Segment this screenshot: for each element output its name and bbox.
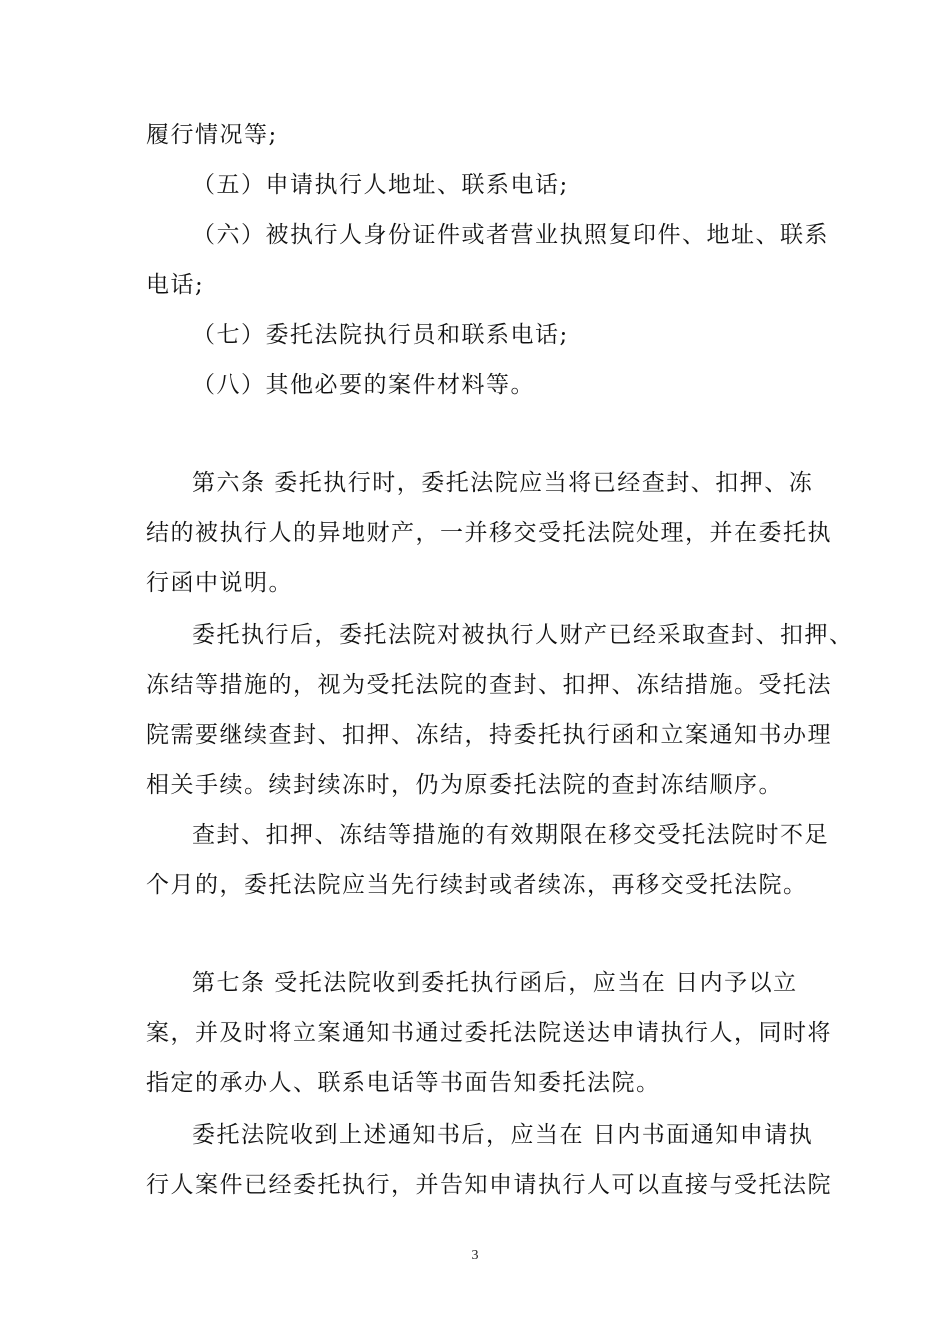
text-line: 查封、扣押、冻结等措施的有效期限在移交受托法院时不足 [192,822,829,848]
text-line: （五）申请执行人地址、联系电话; [192,172,569,198]
text-line: （八）其他必要的案件材料等。 [192,372,535,398]
text-line: 指定的承办人、联系电话等书面告知委托法院。 [146,1070,661,1096]
article-7-heading-line: 第七条 受托法院收到委托执行函后，应当在 日内予以立 [192,970,798,996]
text-line: 案，并及时将立案通知书通过委托法院送达申请执行人，同时将 [146,1020,832,1046]
text-line: 电话; [146,272,205,298]
page-number: 3 [471,1248,479,1263]
text-line: 行人案件已经委托执行，并告知申请执行人可以直接与受托法院 [146,1172,832,1198]
text-line: （七）委托法院执行员和联系电话; [192,322,569,348]
text-line: 结的被执行人的异地财产，一并移交受托法院处理，并在委托执 [146,520,832,546]
text-line: （六）被执行人身份证件或者营业执照复印件、地址、联系 [192,222,829,248]
article-6-heading-line: 第六条 委托执行时，委托法院应当将已经查封、扣押、冻 [192,470,814,496]
text-line: 院需要继续查封、扣押、冻结，持委托执行函和立案通知书办理 [146,722,832,748]
text-line: 个月的，委托法院应当先行续封或者续冻，再移交受托法院。 [146,872,808,898]
text-line: 履行情况等; [146,122,278,148]
text-line: 冻结等措施的，视为受托法院的查封、扣押、冻结措施。受托法 [146,672,832,698]
text-line: 相关手续。续封续冻时，仍为原委托法院的查封冻结顺序。 [146,772,783,798]
text-line: 委托执行后，委托法院对被执行人财产已经采取查封、扣押、 [192,622,854,648]
text-line: 委托法院收到上述通知书后，应当在 日内书面通知申请执 [192,1122,814,1148]
text-line: 行函中说明。 [146,570,293,596]
